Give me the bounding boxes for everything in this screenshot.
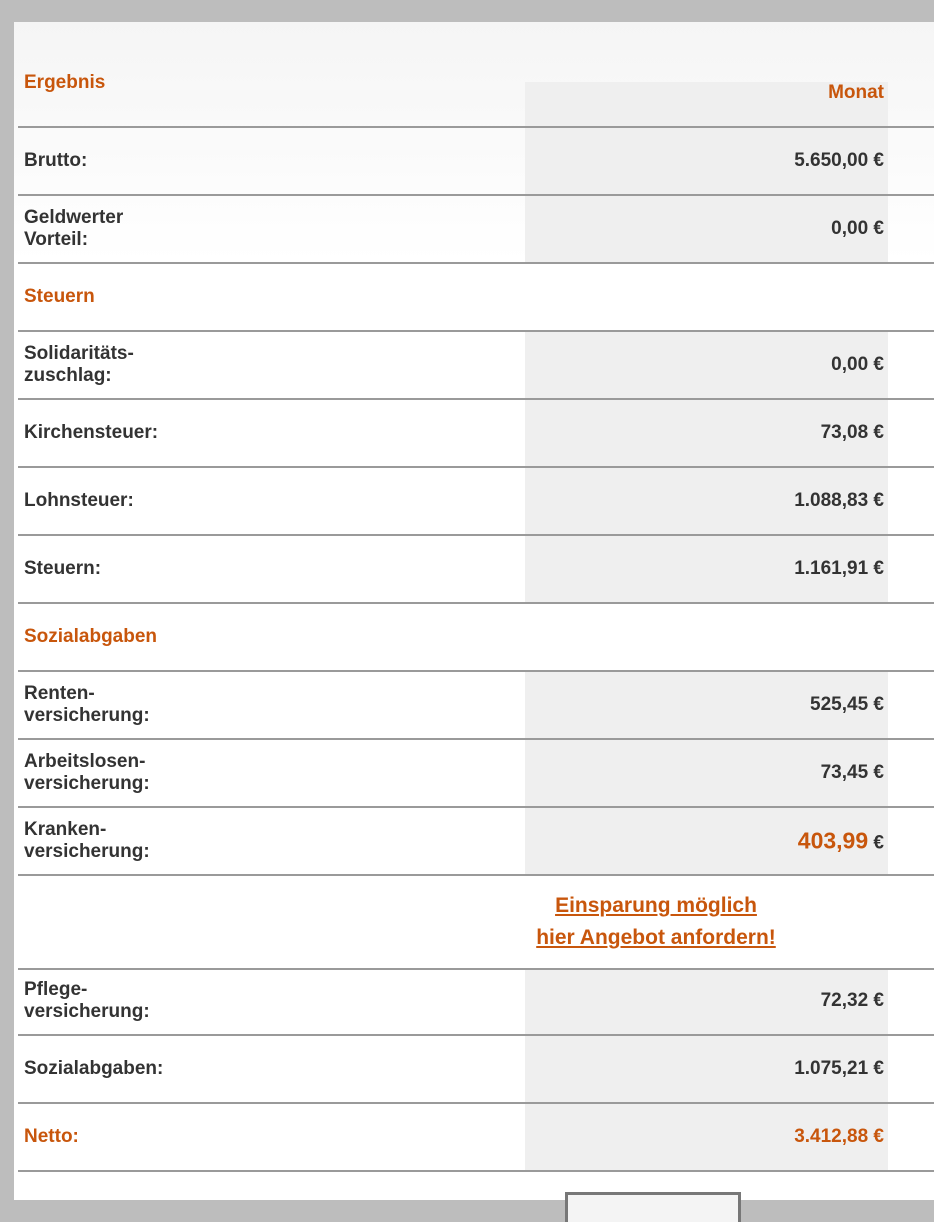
row-value: 73,45 €	[820, 762, 884, 783]
row-label-line1: Arbeitslosen-	[24, 751, 146, 772]
row-value: 0,00 €	[831, 354, 884, 375]
row-value: 1.088,83 €	[794, 490, 884, 511]
row-value: 5.650,00 €	[794, 150, 884, 171]
row-label	[24, 819, 150, 863]
row-value: 3.412,88 €	[794, 1126, 884, 1147]
row-label-line2: versicherung:	[24, 1001, 150, 1022]
row-geldwerter-vorteil	[18, 196, 934, 264]
row-label	[24, 207, 123, 251]
savings-possible-link[interactable]: Einsparung möglich	[555, 894, 757, 917]
row-value: 525,45 €	[810, 694, 884, 715]
row-label-line1: Geldwerter	[24, 207, 124, 228]
row-brutto	[18, 128, 934, 196]
row-value: 73,08 €	[820, 422, 884, 443]
row-label: Brutto:	[24, 150, 88, 171]
row-label: Lohnsteuer:	[24, 490, 134, 511]
row-offer	[18, 876, 934, 970]
row-label-line1: Kranken-	[24, 819, 107, 840]
bottom-button[interactable]	[565, 1192, 741, 1222]
row-netto	[18, 1104, 934, 1172]
row-arbeitslosenversicherung	[18, 740, 934, 808]
row-value: 1.161,91 €	[794, 558, 884, 579]
section-steuern	[18, 264, 934, 332]
row-value: 72,32 €	[820, 990, 884, 1011]
row-label-line1: Solidaritäts-	[24, 343, 134, 364]
highlighted-amount: 403,99	[797, 827, 869, 854]
row-label: Steuern:	[24, 558, 102, 579]
row-value	[798, 828, 884, 855]
row-label: Kirchensteuer:	[24, 422, 159, 443]
offer-link-group	[525, 890, 787, 954]
row-lohnsteuer	[18, 468, 934, 536]
section-sozialabgaben	[18, 604, 934, 672]
row-value: 0,00 €	[831, 218, 884, 239]
row-label-line2: versicherung:	[24, 841, 150, 862]
month-column-header: Monat	[828, 82, 884, 103]
row-rentenversicherung	[18, 672, 934, 740]
row-pflegeversicherung	[18, 968, 934, 1036]
row-krankenversicherung	[18, 808, 934, 876]
row-solidaritaetszuschlag	[18, 332, 934, 400]
row-steuern-total	[18, 536, 934, 604]
row-label: Sozialabgaben:	[24, 1058, 164, 1079]
row-sozialabgaben-total	[18, 1036, 934, 1104]
section-heading: Sozialabgaben	[24, 626, 158, 647]
result-title: Ergebnis	[24, 72, 106, 93]
section-heading: Steuern	[24, 286, 95, 307]
row-label-line1: Renten-	[24, 683, 95, 704]
row-label-line2: versicherung:	[24, 773, 150, 794]
row-label-line2: versicherung:	[24, 705, 150, 726]
row-label	[24, 683, 150, 727]
row-label: Netto:	[24, 1126, 79, 1147]
row-label-line2: zuschlag:	[24, 365, 112, 386]
row-label	[24, 751, 150, 795]
row-label	[24, 343, 134, 387]
row-label	[24, 979, 150, 1023]
currency-symbol: €	[873, 832, 884, 854]
row-kirchensteuer	[18, 400, 934, 468]
request-offer-link[interactable]: hier Angebot anfordern!	[536, 926, 776, 949]
row-label-line2: Vorteil:	[24, 229, 89, 250]
header-row	[18, 22, 934, 128]
row-label-line1: Pflege-	[24, 979, 88, 1000]
results-panel	[14, 22, 934, 1200]
row-value: 1.075,21 €	[794, 1058, 884, 1079]
